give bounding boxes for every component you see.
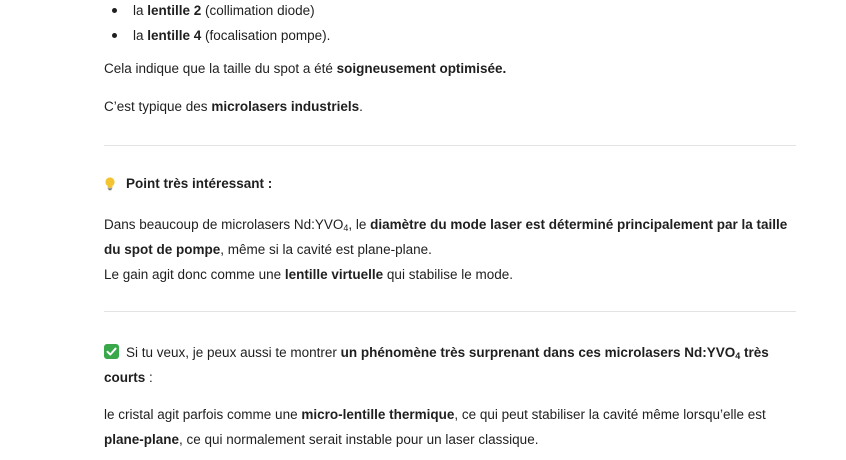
paragraph-text: qui stabilise le mode. [383, 267, 513, 282]
paragraph-text: . [359, 99, 363, 114]
explanation-paragraph [104, 212, 796, 287]
paragraph-bold: lentille virtuelle [284, 267, 384, 282]
paragraph-text: , même si la cavité est plane-plane. [220, 242, 432, 257]
paragraph-bold: soigneusement optimisée. [336, 61, 507, 76]
paragraph-spot-size [104, 58, 506, 80]
list-item-bold: lentille 4 [147, 28, 202, 43]
divider [104, 145, 796, 146]
paragraph-text: Si tu veux, je peux aussi te montrer [126, 345, 341, 360]
list-item-bold: lentille 2 [147, 3, 202, 18]
subscript: 4 [735, 351, 741, 361]
divider [104, 311, 796, 312]
bullet-list [104, 0, 330, 48]
paragraph-bold: un phénomène très surprenant dans ces microlasers Nd:YVO [340, 345, 736, 360]
paragraph-text: Le gain agit donc comme une [104, 267, 285, 282]
check-mark-icon [104, 344, 119, 359]
list-item-text: (collimation diode) [201, 3, 315, 18]
list-item-text: (focalisation pompe). [201, 28, 331, 43]
paragraph-bold: micro-lentille thermique [301, 407, 455, 422]
list-item [104, 23, 330, 48]
callout-heading [104, 173, 272, 195]
paragraph-text: , ce qui normalement serait instable pour un laser classique. [179, 432, 539, 447]
thermal-lens-paragraph [104, 402, 796, 452]
callout-title: Point très intéressant : [126, 176, 273, 191]
paragraph-bold: diamètre du mode laser est déterminé principalement par la taille du spot de pompe [104, 217, 788, 257]
list-item [104, 0, 330, 23]
bullet-dot [112, 33, 117, 38]
bullet-dot [112, 8, 117, 13]
paragraph-bold: plane-plane [104, 432, 180, 447]
paragraph-text: , le [348, 217, 371, 232]
callout-offer [104, 340, 796, 390]
list-item-text: la [133, 3, 148, 18]
paragraph-text: : [145, 370, 153, 385]
paragraph-text: Dans beaucoup de microlasers Nd:YVO [104, 217, 344, 232]
paragraph-text: , ce qui peut stabiliser la cavité même lorsqu’elle est [454, 407, 766, 422]
paragraph-text: le cristal agit parfois comme une [104, 407, 302, 422]
list-item-text: la [133, 28, 148, 43]
paragraph-bold: microlasers industriels [211, 99, 360, 114]
paragraph-text: C’est typique des [104, 99, 212, 114]
paragraph-bold: très courts [104, 345, 769, 385]
paragraph-text: Cela indique que la taille du spot a été [104, 61, 337, 76]
paragraph-industrial [104, 96, 363, 118]
subscript: 4 [343, 223, 349, 233]
lightbulb-icon [104, 177, 116, 191]
